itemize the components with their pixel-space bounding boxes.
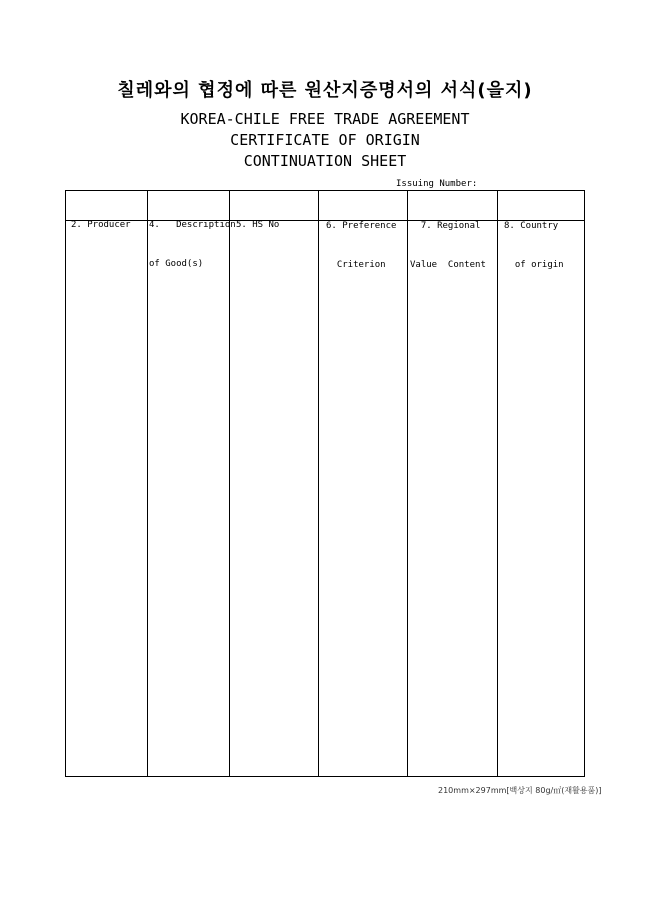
column-divider (497, 191, 498, 776)
header-regional-value-line2: Value Content (410, 260, 486, 270)
header-hs-no (236, 193, 279, 284)
header-preference-line2: Criterion (326, 260, 386, 270)
header-preference-line1: 6. Preference (326, 221, 397, 231)
header-hs-no-line1: 5. HS No (236, 220, 280, 230)
header-country (504, 194, 564, 298)
continuation-title: CONTINUATION SHEET (243, 152, 407, 170)
issuing-number-label: Issuing Number: (396, 179, 478, 189)
certificate-title: CERTIFICATE OF ORIGIN (230, 131, 420, 149)
header-producer-line1: 2. Producer (71, 220, 131, 230)
header-description (149, 193, 236, 297)
header-description-line2: of Good(s) (149, 259, 204, 269)
header-regional-value (410, 194, 486, 298)
header-regional-value-line1: 7. Regional (410, 221, 481, 231)
header-country-line2: of origin (504, 260, 564, 270)
header-preference (326, 194, 396, 298)
column-divider (407, 191, 408, 776)
header-description-line1: 4. Description (149, 220, 236, 230)
continuation-table (65, 190, 585, 777)
paper-spec: 210mm×297mm[백상지 80g/㎡(재활용품)] (438, 786, 602, 795)
header-country-line1: 8. Country (504, 221, 559, 231)
header-producer (71, 193, 131, 284)
korean-title: 칠레와의 협정에 따른 원산지증명서의 서식(을지) (117, 80, 533, 101)
agreement-title: KOREA-CHILE FREE TRADE AGREEMENT (180, 110, 470, 128)
column-divider (318, 191, 319, 776)
column-divider (147, 191, 148, 776)
